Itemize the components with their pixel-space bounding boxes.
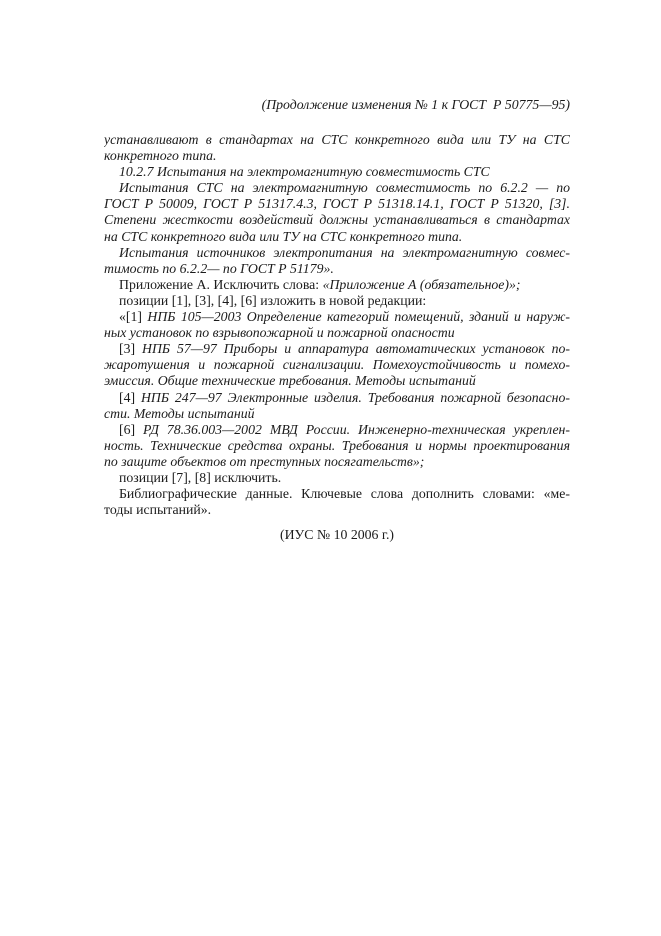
text-line xyxy=(104,341,570,357)
text-line xyxy=(104,454,570,470)
text-segment: [6] xyxy=(119,421,144,437)
text-segment: на СТС конкретного вида или ТУ на СТС конкретного типа. xyxy=(104,228,463,244)
text-line xyxy=(104,390,570,406)
text-segment: ГОСТ Р 50009, ГОСТ Р 51317.4.3, ГОСТ Р 51318.14.1, ГОСТ Р 51320, [3]. xyxy=(104,196,570,212)
text-segment: сти. Методы испытаний xyxy=(104,405,255,421)
text-line xyxy=(104,357,570,373)
text-line xyxy=(104,438,570,454)
ius-footer: (ИУС № 10 2006 г.) xyxy=(279,527,395,542)
text-line xyxy=(104,502,570,518)
text-line xyxy=(104,309,570,325)
text-segment: [3] xyxy=(119,341,142,357)
text-segment: «[1] xyxy=(119,309,148,325)
text-segment: РД 78.36.003—2002 МВД России. Инженерно-техническая укреплен- xyxy=(143,421,570,437)
text-line xyxy=(104,422,570,438)
text-line xyxy=(104,277,570,293)
text-line xyxy=(104,486,570,502)
text-line xyxy=(104,325,570,341)
text-line xyxy=(104,373,570,389)
text-line xyxy=(104,245,570,261)
text-segment: НПБ 105—2003 Определение категорий помещений, зданий и наруж- xyxy=(147,309,570,325)
text-line xyxy=(104,212,570,228)
text-line xyxy=(104,180,570,196)
text-segment: Библиографические данные. Ключевые слова дополнить словами: «ме- xyxy=(119,486,570,502)
text-line xyxy=(104,229,570,245)
text-line xyxy=(104,406,570,422)
text-line xyxy=(104,164,570,180)
text-segment: Приложение А. Исключить слова: xyxy=(119,276,323,292)
text-segment: позиции [7], [8] исключить. xyxy=(119,469,282,485)
text-segment: тоды испытаний». xyxy=(104,502,212,518)
text-segment: Испытания источников электропитания на электромагнитную совмес- xyxy=(119,244,570,260)
continuation-header: (Продолжение изменения № 1 к ГОСТ Р 50775—95) xyxy=(261,97,570,112)
text-line xyxy=(104,261,570,277)
text-segment: 10.2.7 Испытания на электромагнитную совместимость СТС xyxy=(119,164,490,180)
text-segment: по защите объектов от преступных посягательств»; xyxy=(104,453,425,469)
text-segment: тимость по 6.2.2— по ГОСТ Р 51179». xyxy=(104,260,334,276)
text-segment: Испытания СТС на электромагнитную совместимость по 6.2.2 — по xyxy=(119,180,570,196)
text-line xyxy=(104,132,570,148)
text-segment: ность. Технические средства охраны. Требования и нормы проектирования xyxy=(104,437,570,453)
text-line xyxy=(104,196,570,212)
text-line xyxy=(104,470,570,486)
text-body xyxy=(104,132,570,518)
text-segment: эмиссия. Общие технические требования. Методы испытаний xyxy=(104,373,476,389)
text-segment: Степени жесткости воздействий должны устанавливаться в стандартах xyxy=(104,212,570,228)
text-segment: позиции [1], [3], [4], [6] изложить в новой редакции: xyxy=(119,292,427,308)
text-segment: устанавливают в стандартах на СТС конкретного вида или ТУ на СТС xyxy=(104,132,570,147)
text-segment: ных установок по взрывопожарной и пожарной опасности xyxy=(104,325,455,341)
text-line xyxy=(104,148,570,164)
text-segment: «Приложение А (обязательное)»; xyxy=(322,276,521,292)
text-segment: НПБ 247—97 Электронные изделия. Требования пожарной безопасно- xyxy=(140,389,570,405)
text-segment: НПБ 57—97 Приборы и аппаратура автоматических установок по- xyxy=(141,341,570,357)
text-segment: [4] xyxy=(119,389,141,405)
text-line xyxy=(104,293,570,309)
text-segment: конкретного типа. xyxy=(104,148,217,164)
text-segment: жаротушения и пожарной сигнализации. Помехоустойчивость и помехо- xyxy=(104,357,570,373)
